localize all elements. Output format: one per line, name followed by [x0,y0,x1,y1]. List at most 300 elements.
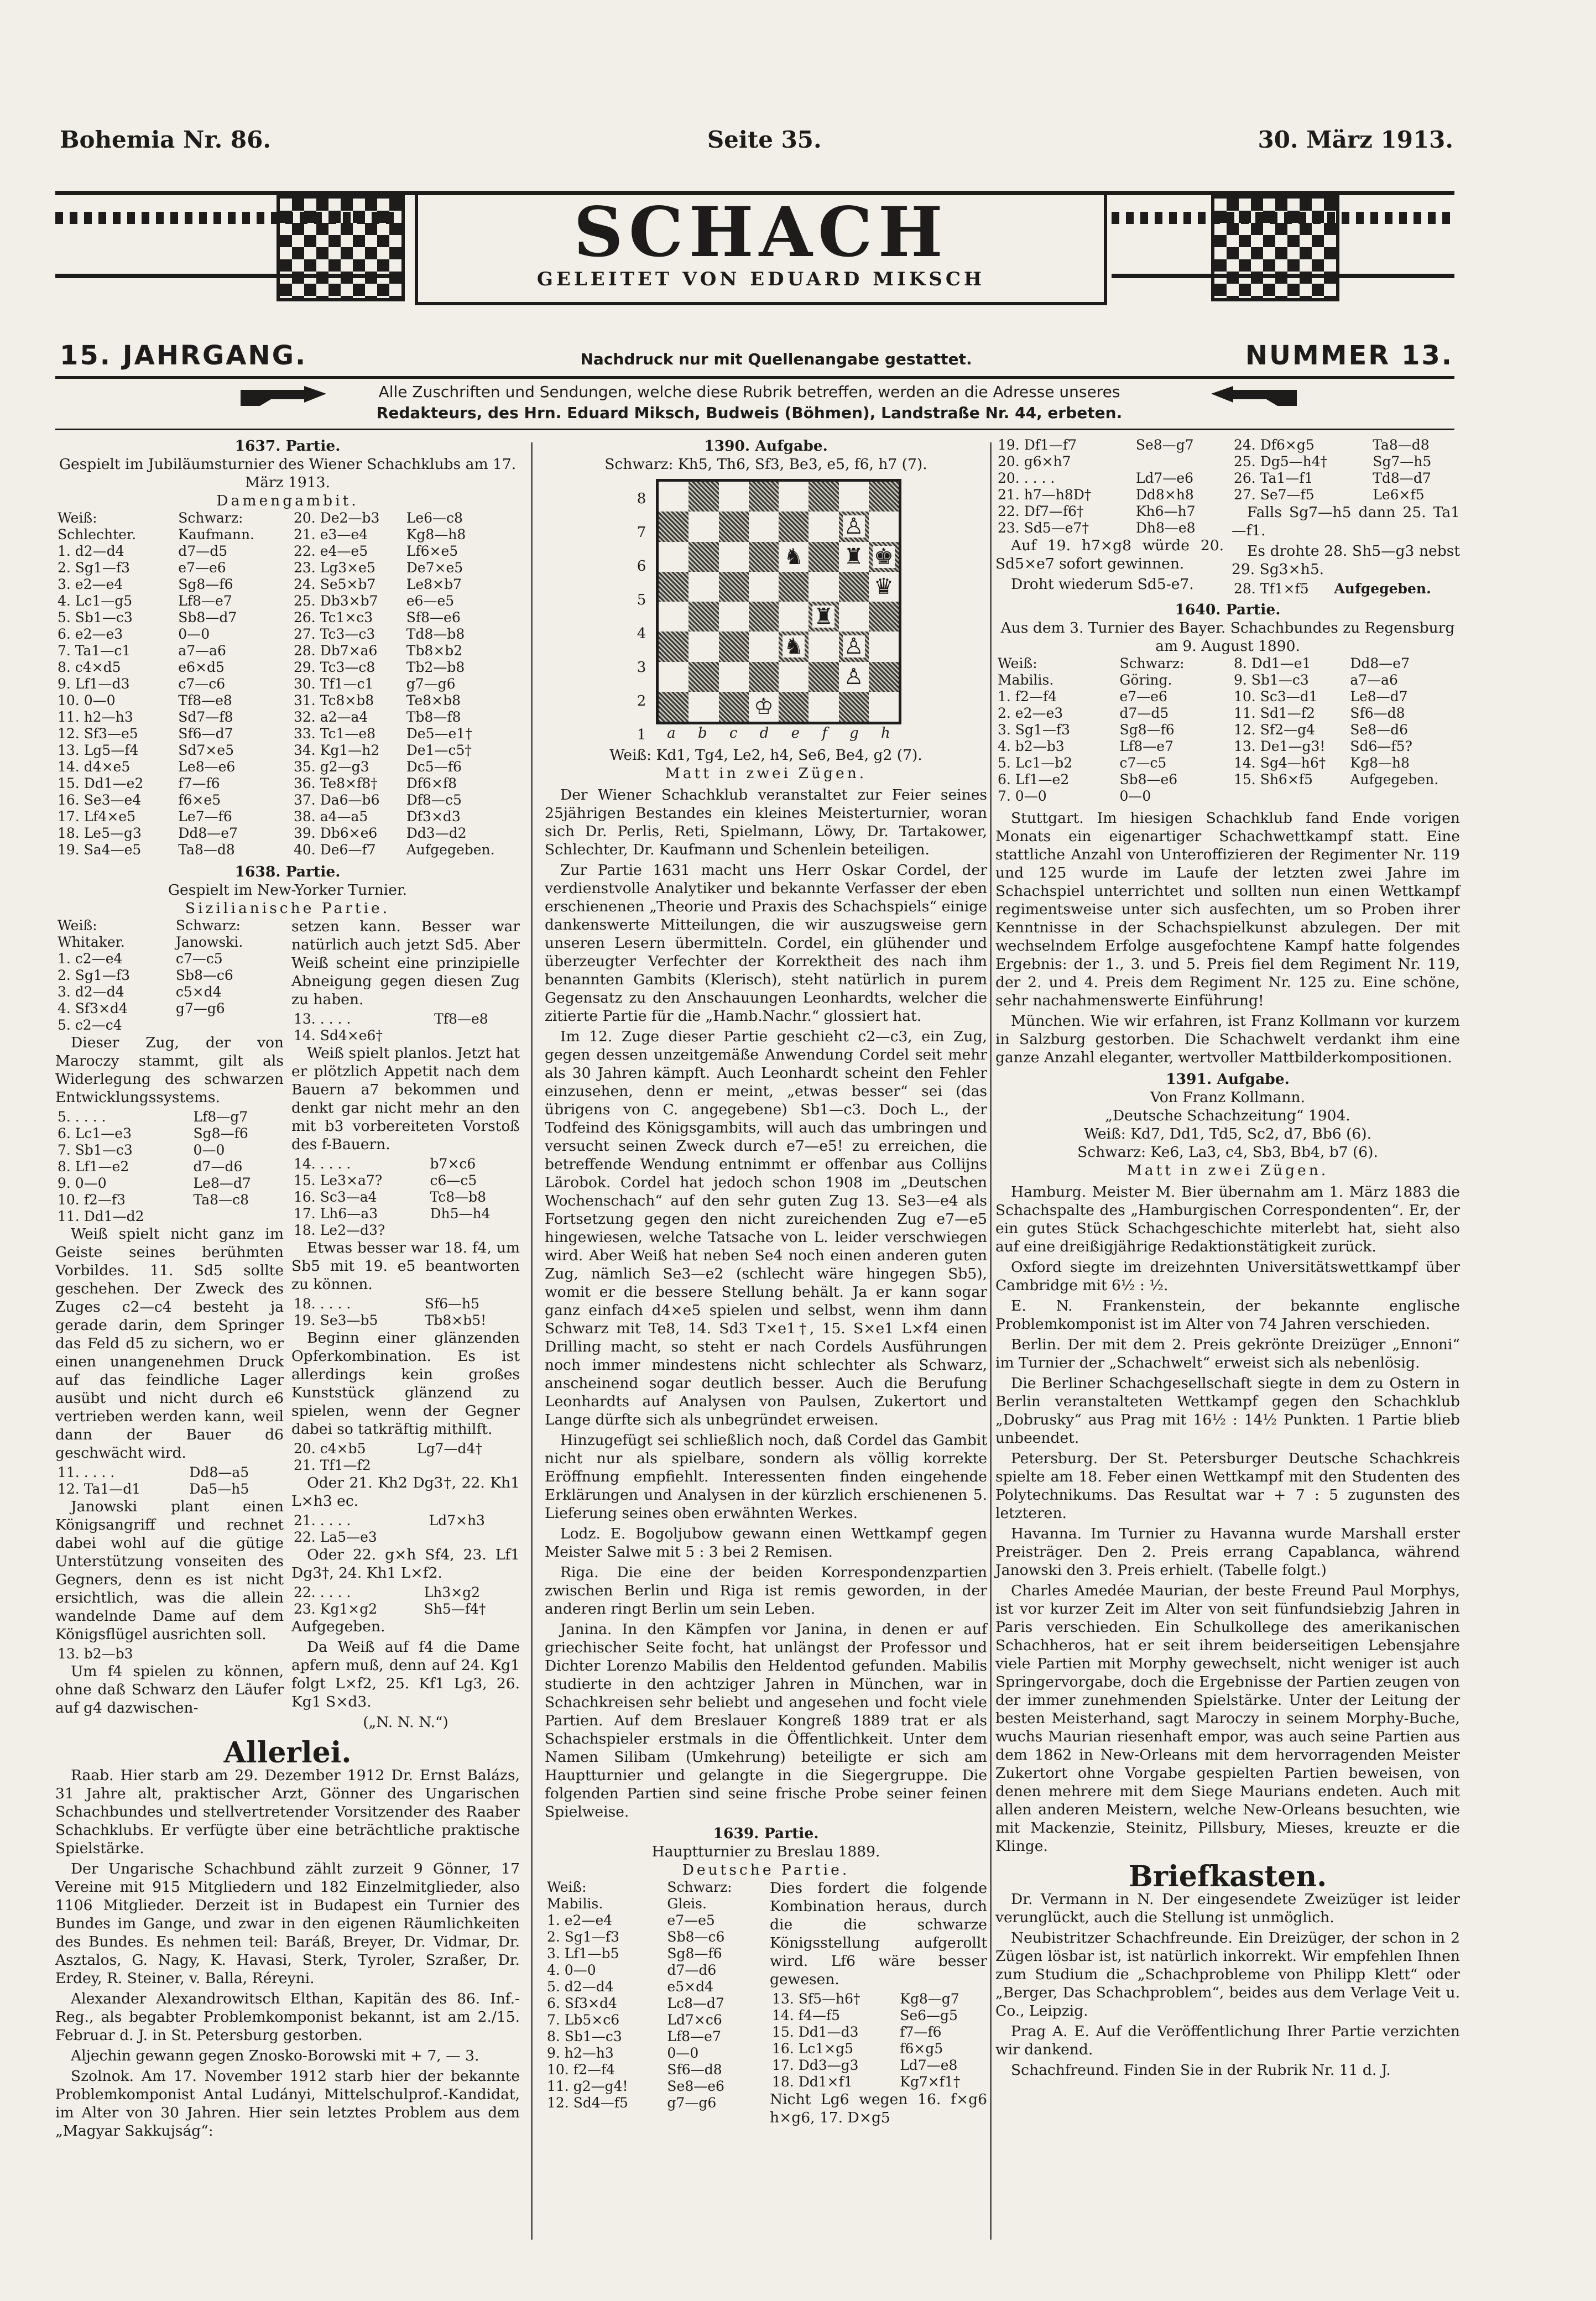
diagram-file-labels [656,724,901,743]
move-cell: 24. Se5×b7 [294,576,376,592]
move-cell: Kaufmann. [178,526,254,542]
move-cell: 18. Le5—g3 [58,825,142,841]
move-cell: 10. 0—0 [58,692,116,708]
move-cell: Weiß: [58,917,97,933]
problem-1390-goal: Matt in zwei Zügen. [665,765,867,782]
move-cell: 5. . . . . [58,1109,106,1125]
move-row [291,775,520,792]
move-row [291,1027,520,1044]
move-row [545,1979,762,1995]
board-square-e1 [779,692,809,722]
board-square-b3 [689,632,718,661]
move-cell: 18. Le2—d3? [294,1222,385,1238]
news-item: Die Berliner Schachgesellschaft siegte in dem zu Ostern in Berlin veranstalteten Wettkampf gegen den Schachklub „Dobrusky“ aus Prag mit 16½ : 14½ Punkten. 1 Partie blieb unbeendet. [995,1375,1460,1447]
game-1637-opening: Damengambit. [216,492,359,509]
move-cell: Sb8—d7 [178,609,237,625]
move-row [55,576,284,593]
move-cell: Mabilis. [547,1896,603,1912]
game-1639-cont-note-2: Droht wiederum Sd5-e7. [1011,576,1194,593]
game-1639-moves [545,1879,987,2129]
game-1639-title: 1639. Partie. [713,1825,819,1842]
game-1638-right-moves-2 [291,1156,520,1239]
move-row [55,951,284,967]
move-cell: Sd7×e5 [178,742,234,758]
move-row [55,842,284,858]
chess-piece-icon: ♔ [753,693,774,719]
move-cell: 8. Dd1—e1 [1234,655,1311,671]
game-1639-cont-note-3: Falls Sg7—h5 dann 25. Ta1—f1. [1232,504,1460,539]
rank-label: 7 [637,524,646,541]
move-cell: a7—a6 [178,643,226,659]
move-cell: Schwarz: [667,1879,732,1895]
move-cell: Tf8—e8 [178,692,232,708]
move-cell: e7—e6 [1119,688,1167,705]
move-cell: Tf8—e8 [434,1011,488,1027]
move-cell: 17. Dd3—g3 [772,2057,859,2073]
move-cell: 15. Sh6×f5 [1234,771,1313,787]
move-cell: Td8—b8 [406,626,465,642]
move-row [291,643,520,659]
game-1638-opening: Sizilianische Partie. [185,900,390,917]
move-row [291,792,520,808]
board-square-f8 [809,482,838,512]
move-row [291,808,520,825]
move-cell: 36. Te8×f8† [294,775,378,791]
news-item: Janina. In den Kämpfen vor Janina, in denen er auf griechischer Seite focht, hat unlängst der Professor und Dichter Lorenzo Mabilis den Heldentod gefunden. Mabilis studierte in den achtziger Jahren in München, war in Schachkreisen sehr beliebt und angesehen und focht viele Partien. Auf dem Breslauer Kongreß 1889 trat er als Schachspieler erstmals in die Öffentlichkeit. Unter dem Namen Silibam (Umkehrung) beteiligte er sich am Hauptturnier und gelangte in die Siegergruppe. Die folgenden Partien sind seine frische Probe seiner feinen Spielweise. [545,1621,987,1820]
board-square-d8 [749,482,779,512]
board-square-h4 [869,602,899,632]
game-1639-moves-right [770,1991,987,2090]
move-row [291,1312,520,1329]
move-cell: f7—f6 [900,2024,942,2040]
move-cell: Tb8—f8 [406,709,461,725]
move-cell [272,1646,284,1662]
move-cell: 22. e4—e5 [294,543,368,559]
board-square-e6 [779,542,809,572]
move-cell: f6×e5 [178,792,221,808]
move-row [55,543,284,560]
game-1638-right-moves-6 [291,1584,520,1618]
move-cell: 14. d4×e5 [58,759,131,775]
board-square-g7 [839,512,869,541]
move-cell: e6×d5 [178,659,225,675]
issue-label: Bohemia Nr. 86. [60,126,271,153]
move-cell: Lf8—e7 [1119,738,1173,754]
problem-1391-white: Weiß: Kd7, Dd1, Td5, Sc2, d7, Bb6 (6). [1083,1125,1372,1142]
board-square-b4 [689,602,718,632]
move-cell: Tb2—b8 [406,659,465,675]
move-cell: Ld7—e6 [1135,470,1194,486]
game-1638-source: („N. N. N.“) [363,1714,448,1731]
move-cell: Kg8—g7 [900,1991,959,2007]
board-square-d4 [749,602,779,632]
move-cell: 16. Sc3—a4 [294,1189,377,1205]
move-cell: 0—0 [1119,788,1151,804]
move-cell: Le6—c8 [406,510,463,526]
move-row [291,1584,520,1601]
board-square-e5 [779,572,809,602]
game-1637-moves-right [291,510,520,858]
move-cell: Sg8—f6 [193,1125,248,1141]
move-cell: 0—0 [667,2045,699,2061]
move-cell: 27. Tc3—c3 [294,626,375,642]
move-cell [415,1457,520,1474]
news-item: Oxford siegte im dreizehnten Universitätswettkampf über Cambridge mit 6½ : ½. [995,1259,1460,1294]
board-square-h7 [869,512,899,541]
number-label: NUMMER 13. [1245,340,1453,371]
rank-label: 8 [637,491,646,507]
move-cell: 1. c2—e4 [58,951,123,967]
news-item: Havanna. Im Turnier zu Havanna wurde Marshall erster Preisträger. Den 2. Preis errang Capablanca, während Janowski den 3. Preis erhielt. (Tabelle folgt.) [995,1525,1460,1579]
move-cell: d7—d6 [193,1159,243,1175]
move-cell: 20. g6×h7 [998,453,1071,469]
move-row [55,825,284,842]
move-cell: 16. Lc1×g5 [772,2041,854,2057]
chess-piece-icon: ♙ [843,664,864,690]
move-cell: Ta8—c8 [193,1192,249,1208]
move-cell: 17. Lh6—a3 [294,1206,378,1222]
move-cell: Df8—c5 [406,792,462,808]
game-1638-note-2: Weiß spielt nicht ganz im Geiste seines berühmten Vorbildes. 11. Sd5 sollte geschehen. Der Zweck des Zuges c2—c4 besteht ja gerade darin, dem Springer das Feld d5 zu sichern, wo er einen unangenehmen Druck auf das feindliche Lager ausübt und nicht durch e6 vertrieben werden kann, weil dann der Bauer d6 geschwächt wird. [55,1225,284,1462]
news-item: Im 12. Zuge dieser Partie geschieht c2—c3, ein Zug, gegen dessen unzeitgemäße Anwendung Cordel seit mehr als 30 Jahren kämpft. Auch Leonhardt scheint den Fehler einzusehen, denn er meint, „etwas besser“ sei (das übrigens von C. angegebene) Sb1—c3. Doch L., der Todfeind des Königsgambits, will auch das umbringen und versucht seinen Zweck durch e7—e5! zu erreichen, die betreffende Wendung entnimmt er offenbar aus Collijns Lärobok. Cordel hat jedoch schon 1908 im „Deutschen Wochenschach“ auf den sehr guten Zug 13. Se3—e4 als Fortsetzung gegen den nicht zureichenden Zug e7—e5 hingewiesen, welche Tatsache von L. leider verschwiegen wird. Aber Weiß hat neben Se4 noch einen anderen guten Zug, nämlich Se3—e2 (schlecht wäre hingegen Sb5), womit er die bessere Stellung behält. Ja er kann sogar ganz einfach d4×e5 spielen und selbst, wenn ihm dann Schwarz mit Te8, 14. Sd3 T×e1†, 15. S×e1 L×f4 einen Drilling macht, so steht er nach Cordels Ausführungen noch immer mindestens nicht schlechter als Schwarz, anscheinend sogar deutlich besser. Auch die Berufung Leonhardts auf Analysen von Paulsen, Zukertort und Lange dürfte sich als unbegründet erweisen. [545,1028,987,1428]
game-1638-moves-a [55,917,284,1034]
move-row [545,1912,762,1929]
move-row [55,709,284,726]
notice-rule [55,429,1454,430]
game-1638-right-moves-3 [291,1296,520,1329]
letter-item: Prag A. E. Auf die Veröffentlichung Ihrer Partie verzichten wir dankend. [995,2023,1460,2058]
move-cell: Dc5—f6 [406,759,462,775]
move-row [995,755,1224,771]
move-row [55,1142,284,1159]
move-row [995,520,1224,536]
move-row [55,775,284,792]
year-label: 15. JAHRGANG. [60,340,307,371]
issue-date: 30. März 1913. [1258,126,1453,153]
move-cell: 40. De6—f7 [294,842,376,858]
news-item: Charles Amedée Maurian, der beste Freund Paul Morphys, ist vor kurzer Zeit im Alter von seit fünfundsiebzig Jahren in Paris verschieden. Ein Schulkollege des amerikanischen Schachheros, hat er seit ihrem beiderseitigen Lebensjahre viele Partien mit Morphy gewechselt, nicht weniger ist auch Springervorgabe, doch die Ergebnisse der Partien zeugen von der immer zunehmenden Spielstärke. Unter der Leitung der besten Meisterhand, sagt Maroczy in seinem Morphy-Buche, wuchs Maurian riesenhaft empor, was auch seine Partien aus dem 1862 in New-Orleans mit dem hervorragenden Meister Zukertort ohne Vorgabe gespielten Partien beweisen, von denen mehrere mit dem Siege Maurians endeten. Auch mit allen anderen Meistern, welche New-Orleans besuchten, wie mit Mackenzie, Steinitz, Pillsbury, Mieses, kreuzte er die Klinge. [995,1582,1460,1855]
move-row [55,1017,284,1034]
move-cell: 2. Sg1—f3 [58,560,130,576]
move-cell: Le8—d7 [193,1175,251,1191]
move-cell: 5. d2—d4 [547,1979,614,1995]
move-cell: e6—e5 [406,593,455,609]
column-divider-1 [531,442,533,2240]
board-square-c2 [719,662,749,692]
move-cell: 10. f2—f3 [58,1192,126,1208]
move-row [545,1879,762,1896]
game-1638-right-moves-4 [291,1441,520,1474]
board-square-g3 [839,632,869,661]
move-row [545,2012,762,2028]
move-cell: 27. Se7—f5 [1234,487,1315,503]
board-square-g5 [839,572,869,602]
editor-notice [265,382,1233,424]
move-row [55,593,284,609]
move-row [55,1464,284,1481]
board-square-h1 [869,692,899,722]
board-square-d2 [749,662,779,692]
rank-label: 5 [637,592,646,608]
game-1638-moves-d [55,1646,284,1662]
board-square-a3 [659,632,689,661]
board-square-g1 [839,692,869,722]
move-cell: 14. Sd4×e6† [294,1027,383,1043]
move-cell: 11. h2—h3 [58,709,133,725]
move-row [55,1109,284,1125]
move-row [995,453,1224,470]
game-1639-note-2: Nicht Lg6 wegen 16. f×g6 h×g6, 17. D×g5 [770,2091,987,2126]
game-1637-intro: Gespielt im Jubiläumsturnier des Wiener Schachklubs am 17. März 1913. [59,456,517,491]
move-cell: Se6—g5 [900,2007,958,2023]
move-row [545,1929,762,1945]
board-square-e7 [779,512,809,541]
move-row [291,609,520,626]
game-1639-intro: Hauptturnier zu Breslau 1889. [651,1843,880,1860]
board-square-c4 [719,602,749,632]
move-cell: 23. Lg3×e5 [294,560,375,576]
move-cell: Le8—d7 [1350,688,1408,705]
move-cell: Dd8—a5 [189,1464,249,1480]
game-1640-title: 1640. Partie. [1175,601,1281,618]
move-row [770,2041,987,2057]
move-row [995,487,1224,503]
move-cell: 25. Dg5—h4† [1234,453,1328,469]
move-cell [191,1208,284,1225]
chess-piece-icon: ♙ [843,634,864,660]
board-square-f7 [809,512,838,541]
move-cell: Da5—h5 [189,1481,249,1497]
move-cell: Tb8×b5! [424,1312,487,1328]
board-square-g8 [839,482,869,512]
file-label: g [849,725,859,742]
move-cell: Td8—d7 [1373,470,1431,486]
move-cell: 5. c2—c4 [58,1017,122,1033]
game-1637-moves [55,510,520,858]
board-square-b2 [689,662,718,692]
move-cell: 11. Dd1—d2 [58,1208,144,1224]
move-row [545,1995,762,2012]
move-cell: Dd8×h8 [1135,487,1194,503]
board-square-a2 [659,662,689,692]
move-row [1232,705,1460,722]
move-cell: 10. Sc3—d1 [1234,688,1318,705]
move-cell: 9. 0—0 [58,1175,107,1191]
news-item: Zur Partie 1631 macht uns Herr Oskar Cordel, der verdienstvolle Analytiker und bekannte Verfasser der eben erschienenen „Theorie und Praxis des Schachspiels“ einige dankenswerte Mitteilungen, die wir auszugsweise gern unseren Lesern übermitteln. Cordel, ein glühender und überzeugter Verfechter der Korrektheit des nach ihm benannten Gambits (Klerisch), steht natürlich in purem Gegensatz zu den Anschauungen Leonhardts, welcher die zitierte Partie für die „Hamb.Nachr.“ glossiert hat. [545,862,987,1025]
move-row [995,503,1224,520]
column-3-news-1 [995,809,1460,1067]
move-cell [428,1222,520,1239]
problem-1391-goal: Matt in zwei Zügen. [1126,1162,1329,1179]
move-cell: Janowski. [175,934,243,950]
move-cell: 26. Tc1×c3 [294,609,373,625]
move-cell: 32. a2—a4 [294,709,368,725]
move-cell: 24. Df6×g5 [1234,437,1315,453]
move-cell: Dh5—h4 [430,1206,491,1222]
move-row [291,676,520,692]
move-cell: b7×c6 [430,1156,476,1172]
chessboard [656,479,901,724]
move-cell: 4. Lc1—g5 [58,593,133,609]
move-row [55,609,284,626]
board-square-g4 [839,602,869,632]
move-cell: Tc8—b8 [430,1189,487,1205]
move-cell: 0—0 [193,1142,225,1158]
board-square-a7 [659,512,689,541]
column-divider-2 [990,442,992,2240]
board-square-d5 [749,572,779,602]
move-cell: 13. Lg5—f4 [58,742,139,758]
move-cell: Schlechter. [58,526,137,542]
move-row [55,1000,284,1017]
move-cell: 14. . . . . [294,1156,351,1172]
move-cell: 19. Df1—f7 [998,437,1077,453]
move-cell: Gleis. [667,1896,707,1912]
move-row [770,2074,987,2090]
move-cell: e7—e6 [178,560,226,576]
move-row [995,688,1224,705]
board-square-g2 [839,662,869,692]
move-cell: Sb8—e6 [1119,771,1178,787]
column-1 [55,437,520,2142]
move-cell: Ld7×h3 [429,1512,485,1528]
board-square-b8 [689,482,718,512]
news-item: Stuttgart. Im hiesigen Schachklub fand Ende vorigen Monats ein eigenartiger Schachwettkampf statt. Eine stattliche Anzahl von Unteroffizieren der Regimenter Nr. 119 und 125 wurde im Laufe der letzten zwei Jahre im Schachspiel unterrichtet und sollten nun einen Wettkampf regimentsweise unter sich ausfechten, um so Proben ihrer Kenntnisse in der Schachspielkunst abzulegen. Der mit wechselndem Erfolge ausgefochtene Kampf hatte folgendes Ergebnis: der 1., 3. und 5. Preis fiel dem Regiment Nr. 119, der 2. und 4. Preis dem Regiment Nr. 125 zu. Eine schöne, sehr nachahmenswerte Einführung! [995,810,1460,1009]
move-row [55,967,284,984]
board-square-c8 [719,482,749,512]
move-cell: 18. Dd1×f1 [772,2074,853,2090]
news-item: Hinzugefügt sei schließlich noch, daß Cordel das Gambit nicht nur als spielbare, sondern als völlig korrekte Eröffnung empfiehlt. Interessenten finden eingehende Erklärungen und Analysen in der kürzlich erschienenen 5. Lieferung seines oben erwähnten Werkes. [545,1432,987,1522]
move-cell: Kg7×f1† [900,2074,961,2090]
move-row [291,1441,520,1457]
game-1639-cont-note-1: Auf 19. h7×g8 würde 20. Sd5×e7 sofort gewinnen. [995,537,1224,572]
move-cell: Dd8—e7 [1350,655,1410,671]
allerlei-item: Aljechin gewann gegen Znosko-Borowski mit + 7, — 3. [71,2047,479,2064]
editor-notice-line-1: Alle Zuschriften und Sendungen, welche diese Rubrik betreffen, werden an die Adresse unseres [378,383,1120,401]
move-row [1232,655,1460,672]
editor-notice-line-2: Redakteurs, des Hrn. Eduard Miksch, Budweis (Böhmen), Landstraße Nr. 44, erbeten. [376,404,1123,422]
move-cell: f6×g5 [900,2041,943,2057]
board-square-c6 [719,542,749,572]
move-cell: Tb8×b2 [406,643,463,659]
game-1638-right-note-2: Etwas besser war 18. f4, um Sb5 mit 19. e5 beantworten zu können. [291,1239,520,1293]
move-cell: Sf6—d8 [667,2062,722,2078]
board-square-b6 [689,542,718,572]
move-cell: 13. De1—g3! [1234,738,1326,754]
move-cell: Sf6—d7 [178,726,233,742]
chess-piece-icon: ♛ [873,573,894,599]
move-row [1232,672,1460,688]
move-row [995,788,1224,805]
move-cell: Weiß: [547,1879,587,1895]
checkerboard-ornament-right [1211,195,1339,301]
board-square-f1 [809,692,838,722]
move-cell: 9. Lf1—d3 [58,676,130,692]
move-cell [174,1017,284,1034]
masthead-right-dots [1112,212,1454,224]
game-1639-opening: Deutsche Partie. [682,1861,850,1879]
move-cell: 4. 0—0 [547,1962,596,1978]
move-row [291,726,520,742]
move-cell: 19. Sa4—e5 [58,842,142,858]
move-row [995,705,1224,722]
news-item: E. N. Frankenstein, der bekannte englische Problemkomponist ist im Alter von 74 Jahren verschieden. [995,1297,1460,1333]
move-cell: Schwarz: [1119,655,1185,671]
pointing-hand-icon-right [1206,382,1300,409]
move-row [55,692,284,709]
move-cell: 12. Sf3—e5 [58,726,138,742]
move-cell: 16. Se3—e4 [58,792,142,808]
move-cell [1134,453,1224,470]
move-cell: 5. Sb1—c3 [58,609,133,625]
move-row [1232,755,1460,771]
move-cell: Sd7—f8 [178,709,233,725]
move-cell: 33. Tc1—e8 [294,726,376,742]
move-row [291,1222,520,1239]
move-cell: Se8—g7 [1135,437,1194,453]
move-row [1232,437,1460,453]
column-2 [545,437,987,2129]
move-row [995,738,1224,755]
move-row [291,692,520,709]
game-1638-right-note-4: Oder 21. Kh2 Dg3†, 22. Kh1 L×h3 ec. [291,1474,520,1510]
move-cell: 14. Sg4—h6† [1234,755,1326,771]
allerlei-item: Szolnok. Am 17. November 1912 starb hier der bekannte Problemkomponist Antal Ludányi, Mittelschulprof.-Kandidat, im Alter von 30 Jahren. Hier sein letztes Problem aus dem „Magyar Sakkujság“: [55,2068,520,2140]
problem-1390-white: Weiß: Kd1, Tg4, Le2, h4, Se6, Be4, g2 (7). [609,747,922,764]
problem-1390-diagram [636,479,896,743]
move-row [55,626,284,643]
move-cell: Lf8—g7 [193,1109,248,1125]
news-item: Petersburg. Der St. Petersburger Deutsche Schachkreis spielte am 18. Feber einen Wettkampf mit den Studenten des Polytechnikums. Das Resultat war + 7 : 5 zugunsten des letzteren. [995,1450,1460,1522]
news-item: Riga. Die eine der beiden Korrespondenzpartien zwischen Berlin und Riga ist remis geworden, in der anderen ringt Berlin um sein Leben. [545,1564,987,1618]
board-square-f4 [809,602,838,632]
move-cell: 35. g2—g3 [294,759,369,775]
move-cell: 23. Sd5—e7† [998,520,1089,536]
move-cell: 28. Db7×a6 [294,643,378,659]
move-cell: 21. h7—h8D† [998,487,1092,503]
game-1637-title: 1637. Partie. [234,437,341,455]
move-cell: Weiß: [58,510,97,526]
board-square-d1 [749,692,779,722]
move-row [545,1896,762,1912]
checkerboard-ornament-left [277,195,405,301]
move-cell: 2. e2—e3 [998,705,1063,721]
move-row [55,1208,284,1225]
move-row [55,917,284,934]
game-1639-cont-right [1232,437,1460,503]
game-1640-moves-left [995,655,1224,805]
move-cell [426,1529,520,1546]
move-row [291,543,520,560]
game-1640-intro: Aus dem 3. Turnier des Bayer. Schachbundes zu Regensburg am 9. August 1890. [1000,619,1455,655]
move-cell: Aufgegeben. [406,842,495,858]
game-1638-intro: Gespielt im New-Yorker Turnier. [168,881,408,899]
board-square-a4 [659,602,689,632]
move-row [291,842,520,858]
move-cell: d7—d5 [178,543,228,559]
move-cell: De5—e1† [406,726,472,742]
move-row [55,510,284,526]
move-cell: Kg8—h8 [1350,755,1410,771]
move-cell: 20. . . . . [998,470,1055,486]
game-1638-right-note-1: Weiß spielt planlos. Jetzt hat er plötzlich Appetit nach dem Bauern a7 bekommen und denkt gar nicht mehr an den mit b3 vorbereiteten Vorstoß des f-Bauern. [291,1045,520,1153]
move-row [291,1512,520,1529]
move-cell: 11. g2—g4! [547,2078,628,2094]
move-row [545,2028,762,2045]
move-cell: 17. Lf4×e5 [58,808,136,825]
rank-label: 3 [637,659,646,676]
move-cell: 4. b2—b3 [998,738,1065,754]
